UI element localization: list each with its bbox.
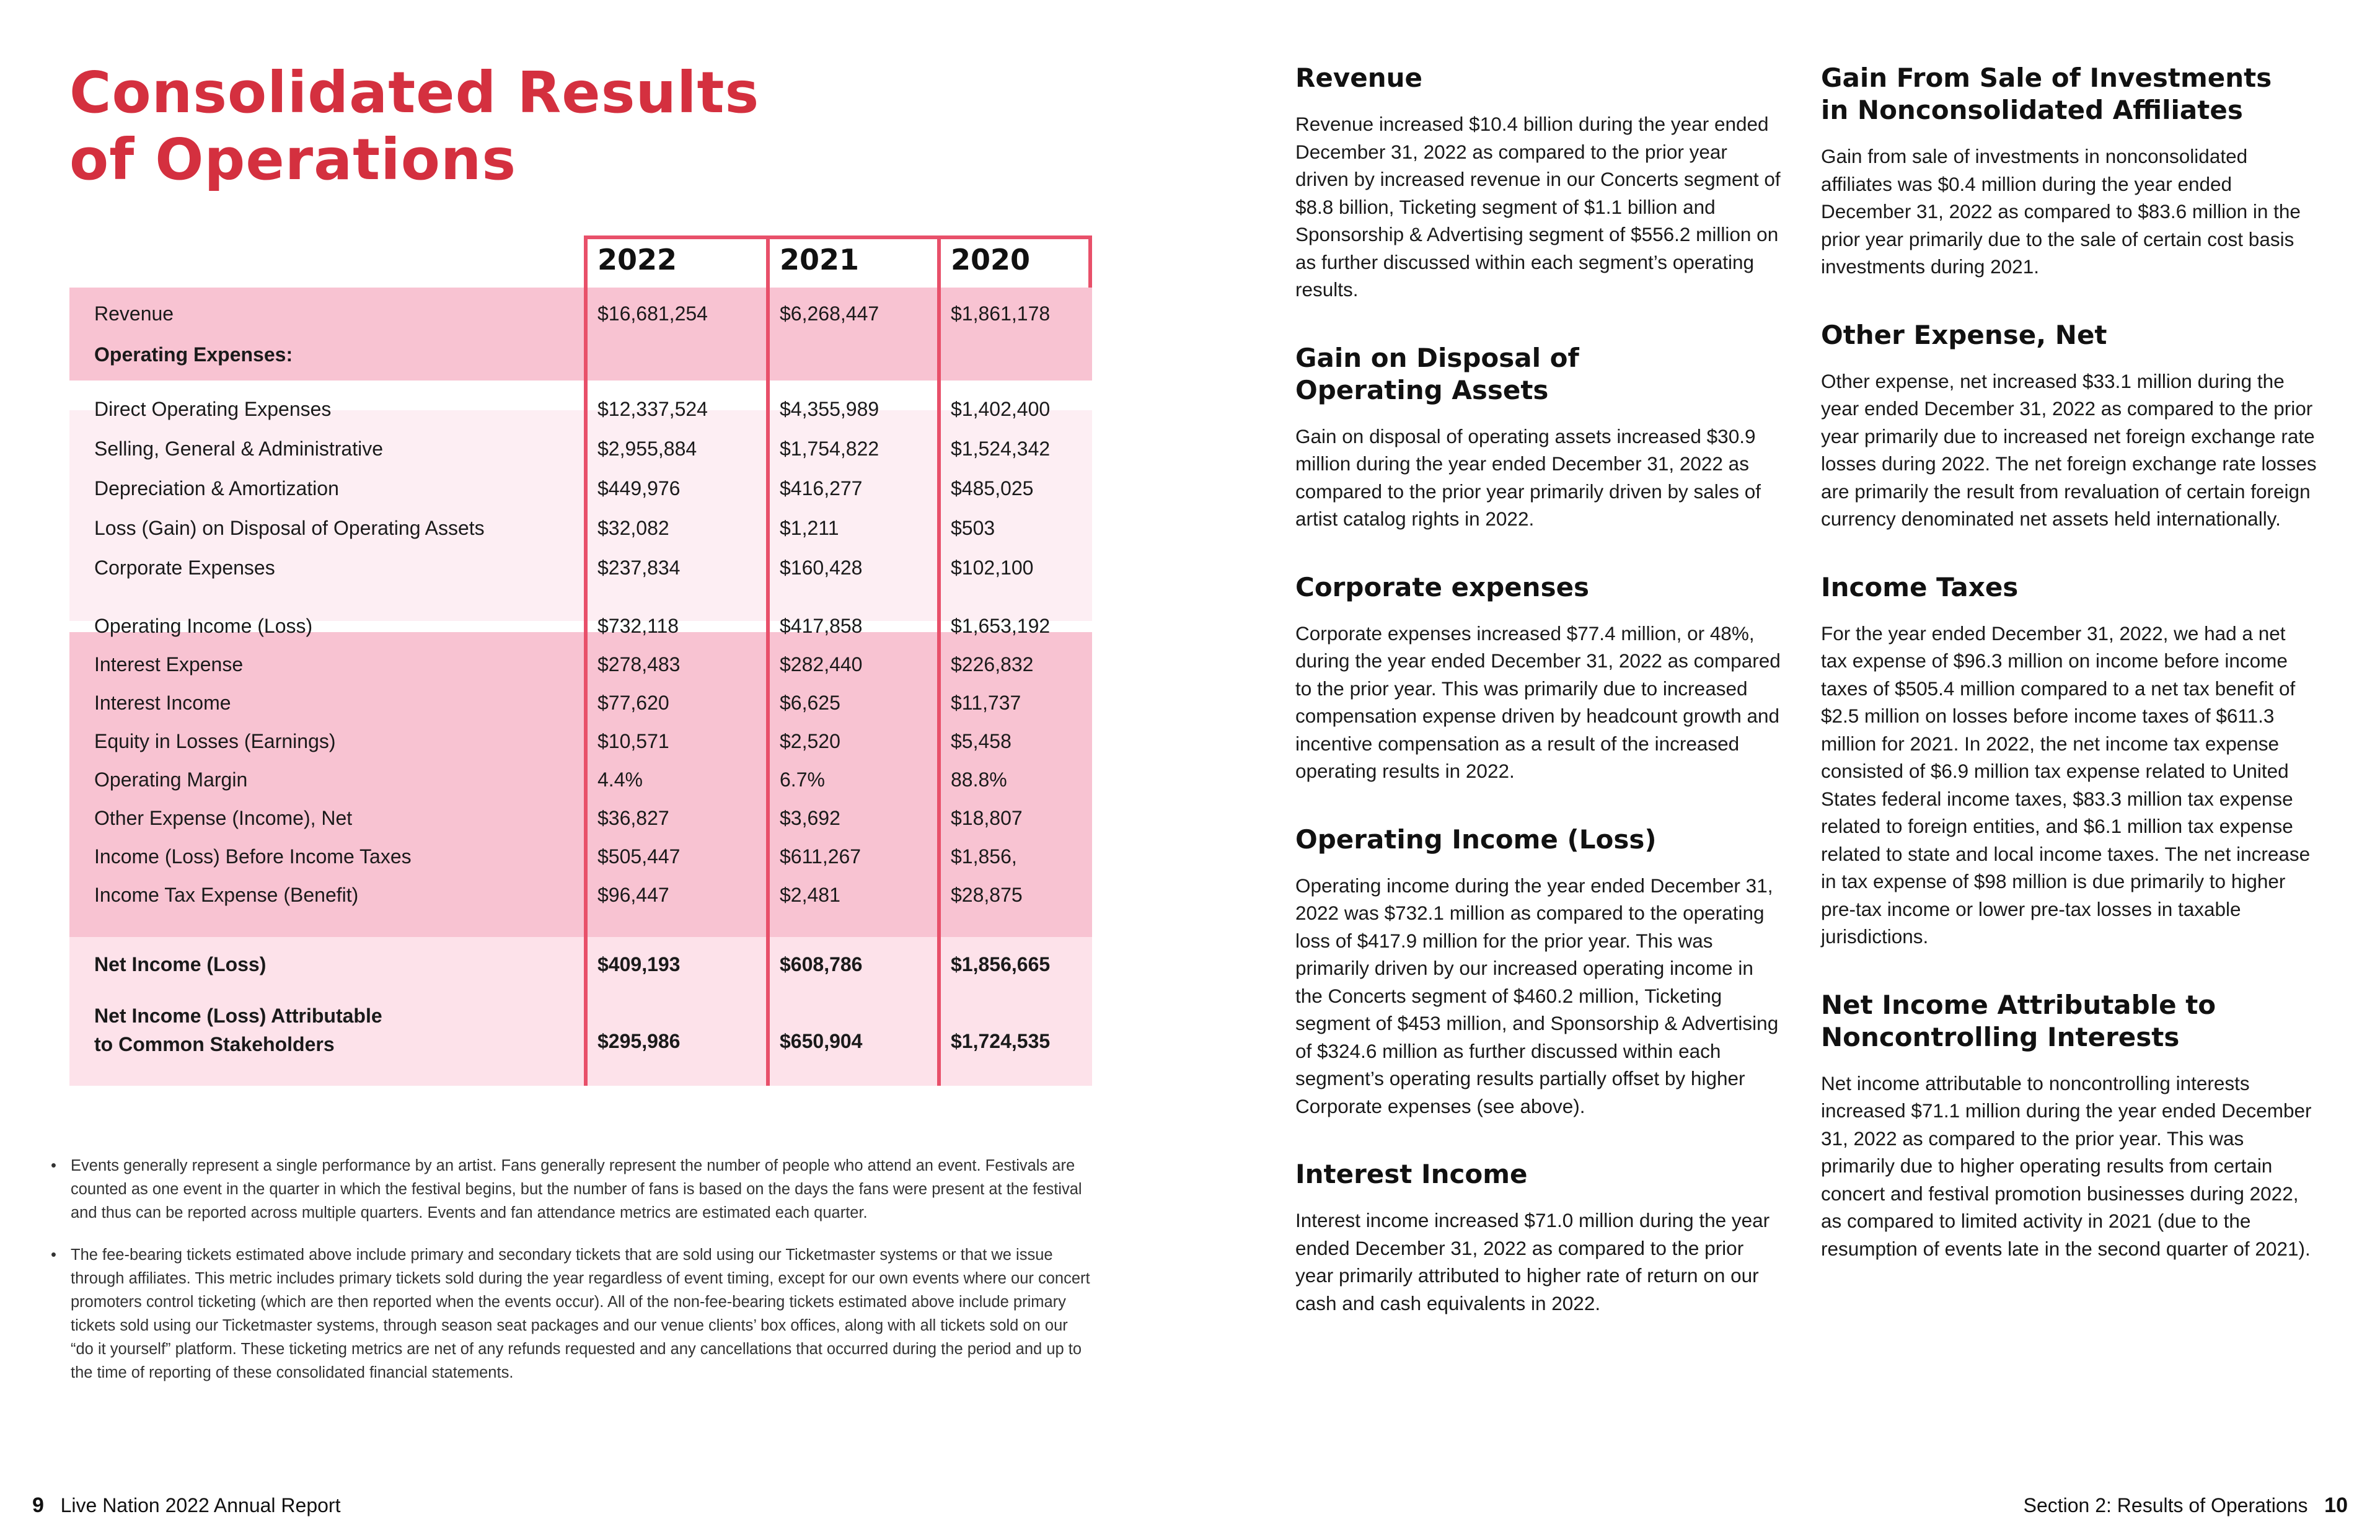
row-value-2020: $485,025 [951, 477, 1034, 499]
row-value-2021: $1,211 [780, 517, 839, 539]
row-value-2021: $4,355,989 [780, 398, 879, 420]
row-value-2021: $282,440 [780, 653, 863, 675]
row-value-2021: $416,277 [780, 477, 863, 499]
section-income-taxes [1821, 571, 2317, 951]
section-heading: Income Taxes [1821, 571, 2019, 602]
section-revenue [1295, 62, 1785, 304]
footnote-text: Events generally represent a single performance by an artist. Fans generally represent the number of people who attend an event. Festivals are counted as one event in the quarter in which the festival begins, but the number of fans is based on the days the fans were present at the festival and thus can be reported across multiple quarters. Events and fan attendance metrics are estimated each quarter. [71, 1157, 1082, 1221]
section-heading [1821, 62, 2317, 126]
row-value-2022: 4.4% [597, 768, 643, 791]
row-value-2022: $449,976 [597, 477, 681, 499]
table-row [69, 438, 1092, 475]
row-label: Interest Income [94, 692, 231, 714]
footnotes [51, 1154, 1092, 1403]
bullet-icon: • [51, 1246, 56, 1264]
section-heading: Other Expense, Net [1821, 319, 2107, 350]
table-row [69, 692, 1092, 729]
footnote [51, 1154, 1092, 1225]
section-heading-line-2: Noncontrolling Interests [1821, 1021, 2180, 1052]
row-value-2022: $237,834 [597, 557, 681, 579]
table-row-revenue [69, 302, 1092, 340]
row-label-line-1: Net Income (Loss) Attributable [94, 1005, 382, 1027]
row-value-2021: $2,520 [780, 730, 840, 752]
section-body: Revenue increased $10.4 billion during the year ended December 31, 2022 as compared to the prior year driven by increased revenue in our Concerts segment of $8.8 billion, Ticketing segment of $1.1 billion and Sponsorship & Advertising segment of $556.2 million on as further discussed within each segment’s operating results. [1295, 113, 1781, 301]
row-value-2022: $77,620 [597, 692, 669, 714]
section-corporate-expenses [1295, 571, 1785, 785]
section-body: Gain on disposal of operating assets increased $30.9 million during the year ended December 31, 2022 as compared to the prior year primarily driven by sales of artist catalog rights in 2022. [1295, 425, 1761, 530]
row-value-2020: $1,856, [951, 845, 1017, 868]
year-header-2020: 2020 [951, 243, 1031, 276]
section-body: Interest income increased $71.0 million during the year ended December 31, 2022 as compared to the prior year primarily attributed to higher rate of return on our cash and cash equivalents in 2022. [1295, 1209, 1770, 1314]
year-header-2021: 2021 [780, 243, 860, 276]
row-value-2020: $1,861,178 [951, 302, 1051, 325]
row-label: Income (Loss) Before Income Taxes [94, 845, 412, 868]
section-body: For the year ended December 31, 2022, we had a net tax expense of $96.3 million on income before income taxes of $505.4 million compared to a net tax benefit of $2.5 million on losses before income taxes of $611.3 million for 2021. In 2022, the net income tax expense consisted of $6.9 million tax expense related to United States federal income taxes, $83.3 million tax expense related to foreign entities, and $6.1 million tax expense related to state and local income taxes. The net increase in tax expense of $98 million is due primarily to higher pre-tax income or lower pre-tax losses in taxable jurisdictions. [1821, 622, 2311, 948]
row-value-2022: $96,447 [597, 884, 669, 906]
row-label: Operating Expenses: [94, 343, 293, 366]
text-column-right [1821, 62, 2317, 1301]
section-heading-line-1: Gain From Sale of Investments [1821, 63, 2272, 93]
footer-right [2024, 1494, 2348, 1518]
row-value-2020: $226,832 [951, 653, 1034, 675]
row-label: Operating Margin [94, 768, 248, 791]
section-body: Gain from sale of investments in nonconsolidated affiliates was $0.4 million during the year ended December 31, 2022 as compared to $83.6 million in the prior year primarily due to the sale of certain cost basis investments during 2021. [1821, 145, 2301, 278]
table-row [69, 517, 1092, 554]
row-value-2020: $1,524,342 [951, 438, 1051, 460]
section-other-expense [1821, 319, 2317, 533]
table-row-operating-expenses-heading [69, 343, 1092, 381]
section-heading: Revenue [1295, 63, 1422, 93]
page-number: 10 [2324, 1494, 2348, 1517]
page-title-line-1: Consolidated Results [69, 59, 760, 126]
page-title-line-2: of Operations [69, 126, 517, 193]
row-label: Other Expense (Income), Net [94, 807, 353, 829]
text-column-left [1295, 62, 1785, 1355]
row-value-2020: $1,856,665 [951, 953, 1051, 975]
row-value-2020: $1,653,192 [951, 615, 1051, 637]
row-label: Selling, General & Administrative [94, 438, 383, 460]
row-value-2022: $409,193 [597, 953, 681, 975]
section-gain-on-disposal [1295, 342, 1785, 533]
bullet-icon: • [51, 1157, 56, 1174]
footnote [51, 1243, 1092, 1384]
section-heading [1821, 989, 2317, 1054]
row-value-2021: $2,481 [780, 884, 840, 906]
row-value-2020: $28,875 [951, 884, 1023, 906]
row-value-2022: $16,681,254 [597, 302, 708, 325]
section-body: Net income attributable to noncontrolling interests increased $71.1 million during the year ended December 31, 2022 as compared to the prior year. This was primarily due to higher operating results from certain concert and festival promotion businesses during 2022, as compared to limited activity in 2021 (due to the resumption of events late in the second quarter of 2021). [1821, 1071, 2312, 1260]
row-value-2020: $102,100 [951, 557, 1034, 579]
table-row [69, 615, 1092, 652]
section-body: Other expense, net increased $33.1 million during the year ended December 31, 2022 as compared to the prior year primarily due to increased net foreign exchange rate losses during 2022. The net foreign exchange rate losses are primarily the result from revaluation of certain foreign currency denominated net assets held internationally. [1821, 369, 2317, 530]
row-value-2020: $1,724,535 [951, 1030, 1051, 1052]
footer-text: Live Nation 2022 Annual Report [60, 1494, 341, 1516]
footer-left [32, 1494, 340, 1518]
footnote-text: The fee-bearing tickets estimated above include primary and secondary tickets that are sold using our Ticketmaster systems or that we issue through affiliates. This metric includes primary tickets sold during the year regardless of event timing, except for our own events where our concert promoters control ticketing (which are then reported when the events occur). All of the non-fee-bearing tickets estimated above include primary tickets sold using our Ticketmaster systems, through season seat packages and our venue clients’ box offices, along with all tickets sold on our “do it yourself” platform. These ticketing metrics are net of any refunds requested and any cancellations that occurred during the period and up to the time of reporting of these consolidated financial statements. [71, 1246, 1090, 1381]
row-label: Depreciation & Amortization [94, 477, 339, 499]
row-value-2020: $18,807 [951, 807, 1023, 829]
row-value-2021: $611,267 [780, 845, 862, 868]
row-value-2022: $732,118 [597, 615, 679, 637]
table-row [69, 653, 1092, 690]
section-heading: Operating Income (Loss) [1295, 824, 1657, 855]
page-title [69, 59, 759, 193]
row-value-2021: $417,858 [780, 615, 863, 637]
row-label: Revenue [94, 302, 174, 325]
row-value-2022: $32,082 [597, 517, 669, 539]
year-header-2022: 2022 [597, 243, 677, 276]
row-label: Loss (Gain) on Disposal of Operating Assets [94, 517, 485, 539]
row-label-line-2: to Common Stakeholders [94, 1033, 335, 1055]
row-label: Corporate Expenses [94, 557, 275, 579]
section-heading [1295, 342, 1785, 407]
section-operating-income [1295, 824, 1785, 1120]
section-heading-line-1: Net Income Attributable to [1821, 989, 2216, 1020]
row-value-2021: $608,786 [780, 953, 863, 975]
row-value-2022: $278,483 [597, 653, 681, 675]
table-row [69, 730, 1092, 767]
section-heading-line-1: Gain on Disposal of [1295, 342, 1579, 373]
row-value-2022: $295,986 [597, 1030, 681, 1052]
section-noncontrolling-interests [1821, 989, 2317, 1263]
table-row-net-income-attributable [69, 1001, 1092, 1061]
row-value-2021: $650,904 [780, 1030, 863, 1052]
row-value-2021: $3,692 [780, 807, 840, 829]
section-heading: Corporate expenses [1295, 571, 1590, 602]
section-body: Operating income during the year ended December 31, 2022 was $732.1 million as compared to the operating loss of $417.9 million for the prior year. This was primarily driven by our increased operating income in the Concerts segment of $460.2 million, Ticketing segment of $453 million, and Sponsorship & Advertising of $324.6 million as further discussed within each segment’s operating results partially offset by higher Corporate expenses (see above). [1295, 874, 1779, 1117]
footer-text: Section 2: Results of Operations [2023, 1494, 2308, 1516]
row-label: Income Tax Expense (Benefit) [94, 884, 359, 906]
table-row-net-income [69, 953, 1092, 990]
row-value-2020: 88.8% [951, 768, 1007, 791]
column-divider [1088, 235, 1092, 288]
section-heading-line-2: Operating Assets [1295, 374, 1549, 405]
row-label [94, 1001, 382, 1058]
table-row [69, 477, 1092, 514]
section-heading: Interest Income [1295, 1159, 1528, 1189]
row-label: Net Income (Loss) [94, 953, 267, 975]
row-value-2021: 6.7% [780, 768, 825, 791]
row-value-2021: $1,754,822 [780, 438, 879, 460]
row-label: Operating Income (Loss) [94, 615, 313, 637]
page-number: 9 [32, 1494, 44, 1517]
row-value-2022: $10,571 [597, 730, 669, 752]
row-value-2022: $505,447 [597, 845, 681, 868]
row-value-2021: $6,625 [780, 692, 840, 714]
row-value-2021: $6,268,447 [780, 302, 879, 325]
row-value-2022: $12,337,524 [597, 398, 708, 420]
row-value-2020: $5,458 [951, 730, 1011, 752]
row-value-2021: $160,428 [780, 557, 863, 579]
row-value-2022: $2,955,884 [597, 438, 697, 460]
results-table [69, 235, 1092, 1086]
table-row [69, 557, 1092, 594]
table-row [69, 807, 1092, 844]
section-gain-from-sale [1821, 62, 2317, 281]
row-value-2020: $1,402,400 [951, 398, 1051, 420]
table-row [69, 398, 1092, 435]
section-body: Corporate expenses increased $77.4 million, or 48%, during the year ended December 31, 2022 as compared to the prior year. This was primarily due to increased compensation expense driven by headcount growth and incentive compensation as a result of the increased operating results in 2022. [1295, 622, 1781, 782]
row-value-2022: $36,827 [597, 807, 669, 829]
row-value-2020: $11,737 [951, 692, 1021, 714]
table-row [69, 845, 1092, 882]
table-row [69, 768, 1092, 806]
row-label: Interest Expense [94, 653, 244, 675]
section-heading-line-2: in Nonconsolidated Affiliates [1821, 95, 2243, 125]
table-row [69, 884, 1092, 921]
row-value-2020: $503 [951, 517, 995, 539]
section-interest-income [1295, 1158, 1785, 1317]
row-label: Direct Operating Expenses [94, 398, 332, 420]
row-label: Equity in Losses (Earnings) [94, 730, 336, 752]
